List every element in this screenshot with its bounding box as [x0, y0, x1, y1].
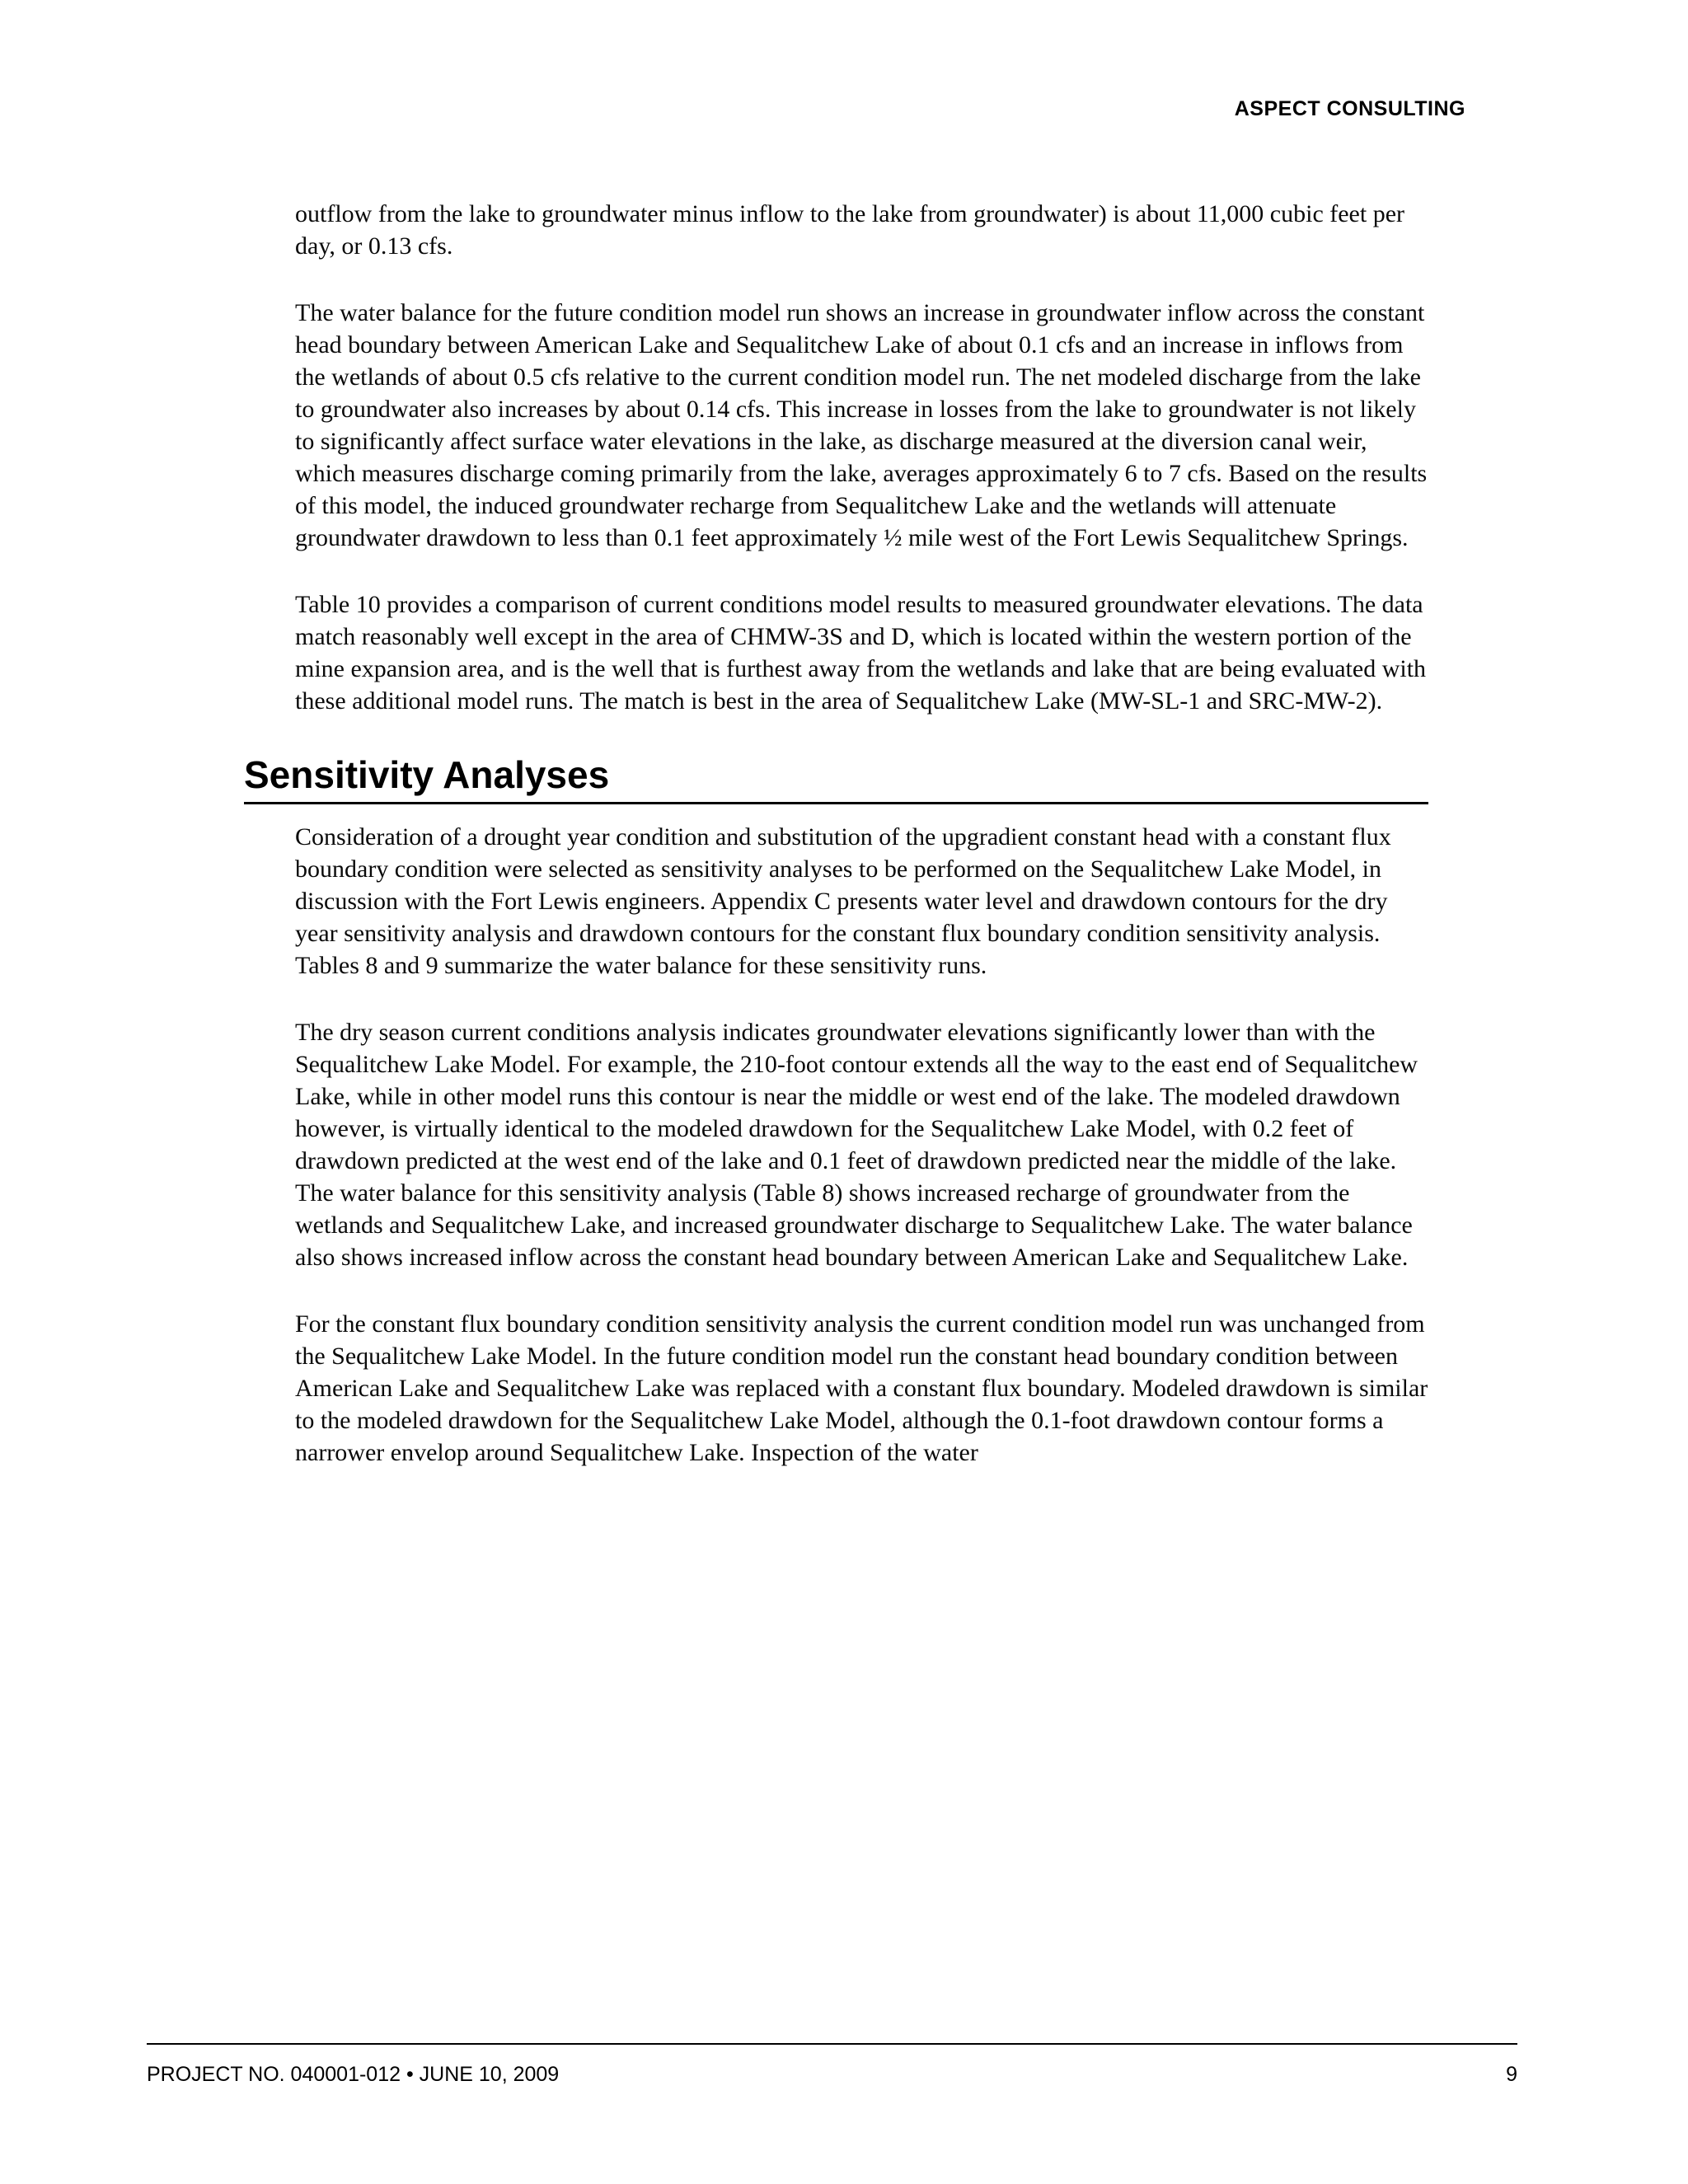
paragraph-consideration: Consideration of a drought year condition and substitution of the upgradient constant head with a constant flux boundary condition were selected as sensitivity analyses to be performed on the Sequalitchew Lake Model, in discussion with the Fort Lewis engineers. Appendix C presents water level and drawdown contours for the dry year sensitivity analysis and drawdown contours for the constant flux boundary condition sensitivity analysis. Tables 8 and 9 summarize the water balance for these sensitivity runs. [295, 823, 1391, 979]
page-header [0, 97, 1465, 121]
footer-page-number: 9 [1506, 2063, 1517, 2086]
heading-rule [244, 802, 1428, 804]
section-heading: Sensitivity Analyses [244, 753, 610, 796]
paragraph-table-10: Table 10 provides a comparison of current conditions model results to measured groundwater elevations. The data match reasonably well except in the area of CHMW-3S and D, which is located within the western portion of the mine expansion area, and is the well that is furthest away from the wetlands and lake that are being evaluated with these additional model runs. The match is best in the area of Sequalitchew Lake (MW-SL-1 and SRC-MW-2). [295, 591, 1427, 715]
document-body [244, 198, 1428, 1503]
company-name: ASPECT CONSULTING [1234, 97, 1465, 120]
footer-project-line: PROJECT NO. 040001-012 • JUNE 10, 2009 [147, 2063, 560, 2086]
paragraph-dry-season: The dry season current conditions analysis indicates groundwater elevations significantly lower than with the Sequalitchew Lake Model. For example, the 210-foot contour extends all the way to the east end of Sequalitchew Lake, while in other model runs this contour is near the middle or west end of the lake. The modeled drawdown however, is virtually identical to the modeled drawdown for the Sequalitchew Lake Model, with 0.2 feet of drawdown predicted at the west end of the lake and 0.1 feet of drawdown predicted near the middle of the lake. The water balance for this sensitivity analysis (Table 8) shows increased recharge of groundwater from the wetlands and Sequalitchew Lake, and increased groundwater discharge to Sequalitchew Lake. The water balance also shows increased inflow across the constant head boundary between American Lake and Sequalitchew Lake. [295, 1019, 1418, 1271]
paragraph-constant-flux: For the constant flux boundary condition sensitivity analysis the current condition model run was unchanged from the Sequalitchew Lake Model. In the future condition model run the constant head boundary condition between American Lake and Sequalitchew Lake was replaced with a constant flux boundary. Modeled drawdown is similar to the modeled drawdown for the Sequalitchew Lake Model, although the 0.1-foot drawdown contour forms a narrower envelop around Sequalitchew Lake. Inspection of the water [295, 1310, 1428, 1466]
page-footer [147, 2043, 1517, 2087]
paragraph-water-balance: The water balance for the future condition model run shows an increase in groundwater inflow across the constant head boundary between American Lake and Sequalitchew Lake of about 0.1 cfs and an increase in inflows from the wetlands of about 0.5 cfs relative to the current condition model run. The net modeled discharge from the lake to groundwater also increases by about 0.14 cfs. This increase in losses from the lake to groundwater is not likely to significantly affect surface water elevations in the lake, as discharge measured at the diversion canal weir, which measures discharge coming primarily from the lake, averages approximately 6 to 7 cfs. Based on the results of this model, the induced groundwater recharge from Sequalitchew Lake and the wetlands will attenuate groundwater drawdown to less than 0.1 feet approximately ½ mile west of the Fort Lewis Sequalitchew Springs. [295, 299, 1428, 551]
paragraph-outflow: outflow from the lake to groundwater minus inflow to the lake from groundwater) is about 11,000 cubic feet per day, or 0.13 cfs. [295, 200, 1405, 260]
